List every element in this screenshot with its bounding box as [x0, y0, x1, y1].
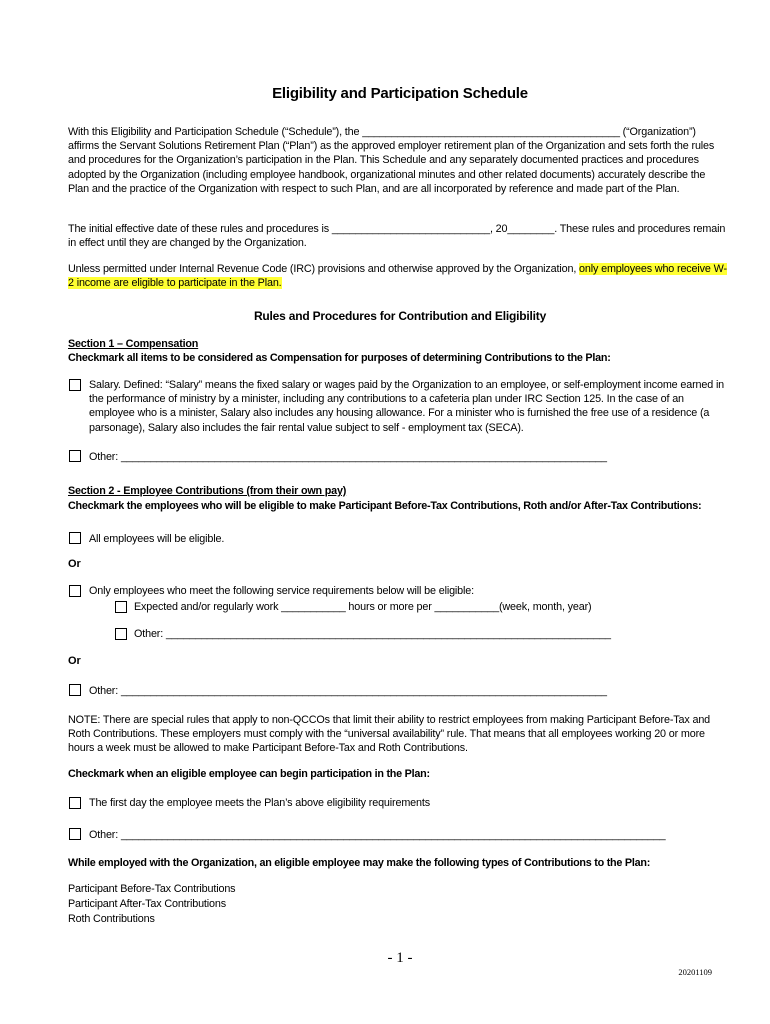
service-other-checkbox[interactable]	[115, 628, 127, 640]
first-day-checkbox[interactable]	[69, 797, 81, 809]
service-other-field[interactable]: Other: ____________________________________________________________________________	[134, 628, 611, 640]
universal-availability-note: NOTE: There are special rules that apply to non-QCCOs that limit their ability to restrict employees from making Participant Before-Tax and Roth Contributions. These employers must comply with the “universal availability” rule. That means that all employees working 20 or more hours a week must be allowed to make Participant Before-Tax and Roth Contributions.	[68, 714, 711, 755]
salary-definition: Salary. Defined: “Salary” means the fixed salary or wages paid by the Organization to an employee, or self-employment income earned in the performance of ministry by a minister, including any contributions to a cafeteria plan under IRC Section 125. In the case of an employee who is a minister, Salary also includes any housing allowance. For a minister who is furnished the free use of a residence (a parsonage), Salary also includes the fair rental value subject to self - employment tax (SECA).	[89, 379, 725, 434]
highlighted-eligibility-text: only employees who receive W-2 income are eligible to participate in the Plan.	[68, 263, 727, 290]
service-requirements-checkbox[interactable]	[69, 585, 81, 597]
eligibility-text: Unless permitted under Internal Revenue Code (IRC) provisions and otherwise approved by the Organization,	[68, 263, 580, 275]
list-item: Participant After-Tax Contributions	[68, 897, 226, 910]
begin-other-checkbox[interactable]	[69, 828, 81, 840]
section1-instruction: Checkmark all items to be considered as Compensation for purposes of determining Contributions to the Plan:	[68, 352, 611, 364]
or-separator: Or	[68, 655, 81, 667]
page-number: - 1 -	[387, 950, 413, 966]
compensation-other-field[interactable]: Other: ___________________________________________________________________________________	[89, 451, 607, 463]
section1-heading: Section 1 – Compensation	[68, 338, 199, 350]
service-requirements-label: Only employees who meet the following service requirements below will be eligible:	[89, 585, 474, 597]
section2-instruction: Checkmark the employees who will be eligible to make Participant Before-Tax Contributions, Roth and/or After-Tax Contributions:	[68, 500, 702, 512]
all-employees-checkbox[interactable]	[69, 532, 81, 544]
page-title: Eligibility and Participation Schedule	[272, 85, 528, 102]
section2-heading: Section 2 - Employee Contributions (from their own pay)	[68, 485, 347, 497]
eligibility-paragraph	[68, 262, 728, 290]
contribution-types-list	[68, 882, 235, 926]
or-separator: Or	[68, 558, 81, 570]
expected-hours-checkbox[interactable]	[115, 601, 127, 613]
participation-begin-instruction: Checkmark when an eligible employee can begin participation in the Plan:	[68, 768, 430, 780]
list-item: Participant Before-Tax Contributions	[68, 883, 236, 895]
intro-paragraph: With this Eligibility and Participation Schedule (“Schedule”), the ____________________________________________ (“Organization”) affirms the Servant Solutions Retirement Plan (“Plan”) as the approved employer retirement plan of the Organization and sets forth the rules and procedures for the Organization’s participation in the Plan. This Schedule and any separately documented practices and procedures adopted by the Organization (including employee handbook, organizational minutes and other related documents) accurately describe the Plan and the practice of the Organization with respect to such Plan, and are all incorporated by reference and made part of the Plan.	[68, 126, 715, 195]
effective-date-paragraph: The initial effective date of these rules and procedures is ___________________________, 20________. These rules and procedures remain in effect until they are changed by the Organization.	[68, 223, 726, 250]
document-code: 20201109	[678, 967, 712, 977]
expected-hours-field[interactable]: Expected and/or regularly work ___________ hours or more per ___________(week, month, year)	[134, 601, 592, 613]
salary-checkbox[interactable]	[69, 379, 81, 391]
list-item: Roth Contributions	[68, 912, 155, 925]
begin-other-field[interactable]: Other: _____________________________________________________________________________________________	[89, 829, 666, 841]
compensation-other-checkbox[interactable]	[69, 450, 81, 462]
rules-subtitle: Rules and Procedures for Contribution and Eligibility	[253, 309, 547, 323]
contribution-types-instruction: While employed with the Organization, an eligible employee may make the following types of Contributions to the Plan:	[68, 857, 651, 869]
first-day-label: The first day the employee meets the Plan’s above eligibility requirements	[89, 797, 430, 809]
eligibility-other-field[interactable]: Other: ___________________________________________________________________________________	[89, 685, 607, 697]
eligibility-other-checkbox[interactable]	[69, 684, 81, 696]
all-employees-label: All employees will be eligible.	[89, 533, 225, 545]
